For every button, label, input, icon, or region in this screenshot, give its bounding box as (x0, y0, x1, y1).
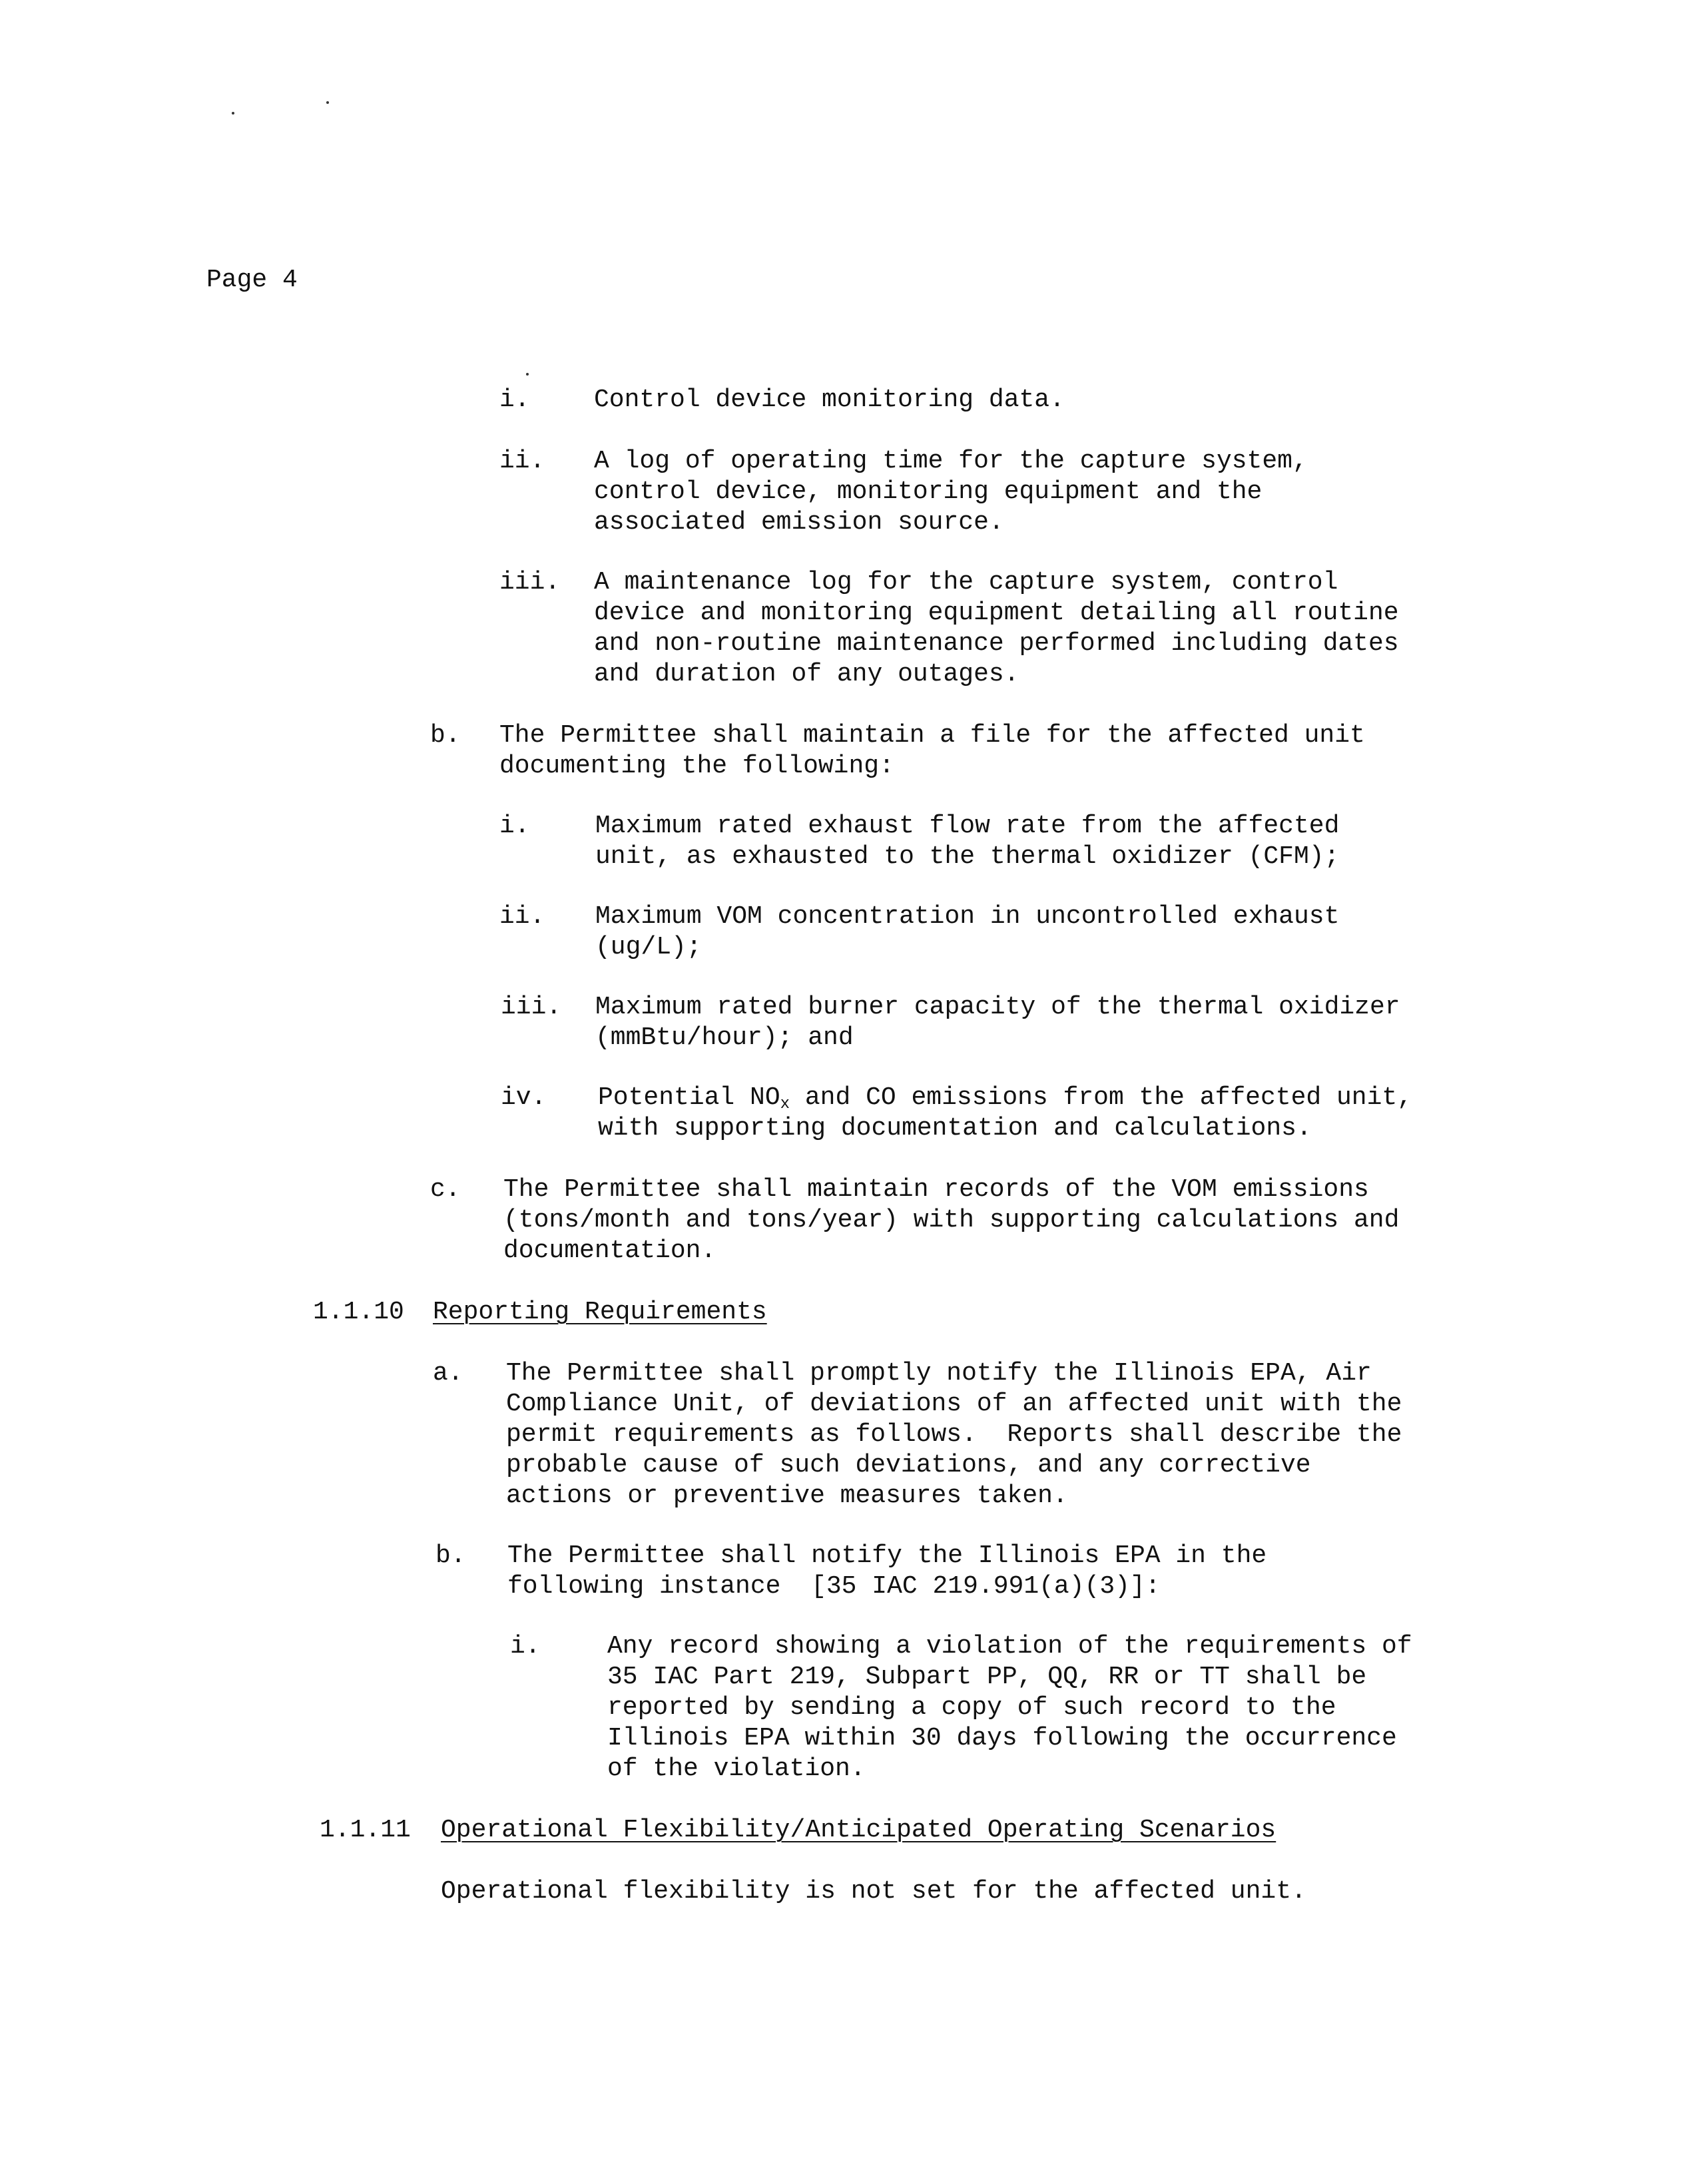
list-marker: ii. (499, 447, 545, 475)
list-marker: c. (430, 1175, 461, 1204)
page-number: Page 4 (206, 266, 298, 294)
scan-speck (526, 373, 529, 376)
section-heading: Reporting Requirements (433, 1298, 767, 1326)
list-marker: ii. (499, 902, 545, 931)
document-page: Page 4 i. Control device monitoring data. ii. A log of operating time for the capture system, control device, monitoring equipment and the associated emission source. iii. A maintenance log for the capture system, control device and monitoring equipment detailing all routine and non-routine maintenance performed including dates and duration of any outages. b. The Permittee shall maintain a file for the affected unit documenting the following: i. Maximum rated exhaust flow rate from the affected unit, as exhausted to the thermal oxidizer (CFM); ii. Maximum VOM concentration in uncontrolled exhaust (ug/L); iii. Maximum rated burner capacity of the thermal oxidizer (mmBtu/hour); and iv. Potential $NO_x$ and CO emissions from the affected unit, with supporting documentation and calculations. c. The Permittee shall maintain records of the VOM emissions (tons/month and tons/year) with supporting calculations and documentation. 1.1.10 Reporting Requirements a. The Permittee shall promptly notify the Illinois EPA, Air Compliance Unit, of deviations of an affected unit with the permit requirements as follows. Reports shall describe the probable cause of such deviations, and any corrective actions or preventive measures taken. b. The Permittee shall notify the Illinois EPA in the following instance [35 IAC 219.991(a)(3)]: i. Any record showing a violation of the requirements of 35 IAC Part 219, Subpart PP, QQ, RR or TT shall be reported by sending a copy of such record to the Illinois EPA within 30 days following the occurrence of the violation. 1.1.11 Operational Flexibility/Anticipated Operating Scenarios Operational flexibility is not set for the affected unit. (0, 0, 1694, 2184)
list-marker: b. (435, 1541, 466, 1570)
list-marker: b. (430, 721, 461, 750)
section-heading: Operational Flexibility/Anticipated Operating Scenarios (441, 1816, 1276, 1844)
paragraph: Operational flexibility is not set for the affected unit. (441, 1877, 1306, 1906)
list-marker: i. (510, 1632, 541, 1661)
section-number: 1.1.10 (313, 1298, 404, 1326)
list-marker: i. (499, 812, 530, 840)
list-marker: iii. (501, 993, 562, 1021)
scan-speck (232, 112, 234, 115)
list-marker: iii. (499, 568, 561, 597)
section-number: 1.1.11 (320, 1816, 411, 1844)
list-marker: iv. (501, 1083, 547, 1112)
list-marker: i. (499, 386, 530, 414)
list-marker: a. (433, 1359, 463, 1388)
scan-speck (326, 101, 329, 104)
